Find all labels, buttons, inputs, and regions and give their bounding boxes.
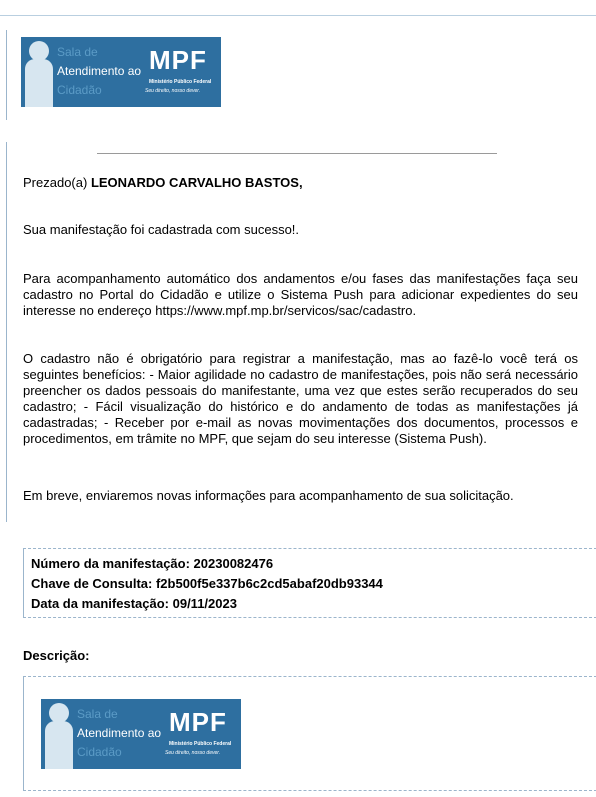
logo-text-atendimento: Atendimento ao [57, 64, 142, 78]
manifestation-number: Número da manifestação: 20230082476 [31, 556, 274, 571]
left-frame-line [6, 142, 7, 522]
consultation-key: Chave de Consulta: f2b500f5e337b6c2cd5abaf20db93344 [31, 576, 383, 591]
mpf-brand-subtitle: Ministério Público Federal [149, 79, 212, 85]
sac-mpf-logo [21, 37, 221, 107]
greeting-prefix: Prezado(a) [23, 175, 88, 190]
mpf-tagline: Seu direito, nosso dever. [145, 88, 201, 94]
manifestation-date: Data da manifestação: 09/11/2023 [31, 596, 237, 611]
closing-paragraph: Em breve, enviaremos novas informações para acompanhamento de sua solicitação. [23, 488, 514, 503]
mpf-brand: MPF [169, 707, 227, 737]
recipient-name: LEONARDO CARVALHO BASTOS, [90, 175, 303, 190]
success-message: Sua manifestação foi cadastrada com sucesso!. [23, 222, 300, 237]
logo-text-cidadao: Cidadão [57, 83, 102, 97]
header-separator [97, 153, 497, 154]
mpf-brand: MPF [149, 45, 207, 75]
tracking-paragraph: Para acompanhamento automático dos andamentos e/ou fases das manifestações faça seu cadastro no Portal do Cidadão e utilize o Sistema Push para adicionar expedientes do seu interesse no endereço https://www.mpf.mp.br/servicos/sac/cadastro. [23, 271, 578, 318]
manifestation-details-box [23, 548, 596, 618]
top-divider [0, 15, 596, 16]
citizen-icon [21, 37, 61, 107]
mpf-tagline: Seu direito, nosso dever. [165, 750, 221, 756]
mpf-brand-subtitle: Ministério Público Federal [169, 741, 232, 747]
logo-text-sala: Sala de [57, 45, 98, 59]
description-label: Descrição: [23, 648, 90, 663]
logo-text-atendimento: Atendimento ao [77, 726, 162, 740]
greeting [23, 175, 578, 191]
logo-text-cidadao: Cidadão [77, 745, 122, 759]
left-frame-line [6, 30, 7, 120]
logo-text-sala: Sala de [77, 707, 118, 721]
sac-mpf-logo [41, 699, 241, 769]
description-box [23, 676, 596, 791]
citizen-icon [41, 699, 81, 769]
benefits-paragraph: O cadastro não é obrigatório para registrar a manifestação, mas ao fazê-lo você terá os seguintes benefícios: - Maior agilidade no cadastro de manifestações, pois não será necessário preencher os dados pessoais do manifestante, uma vez que estes serão recuperados do seu cadastro; - Fácil visualização do histórico e do andamento de todas as manifestações já cadastradas; - Receber por e-mail as novas movimentações dos documentos, processos e procedimentos, em trâmite no MPF, que sejam do seu interesse (Sistema Push). [23, 351, 578, 446]
